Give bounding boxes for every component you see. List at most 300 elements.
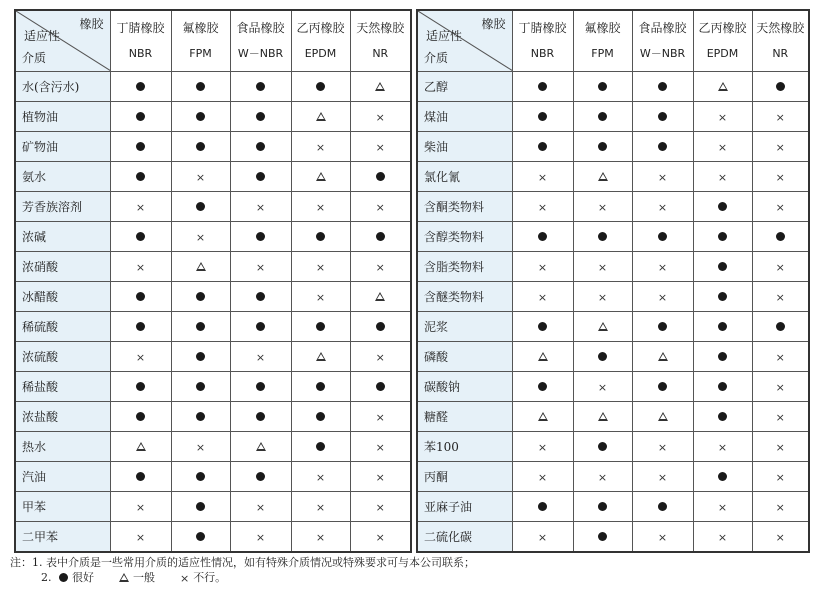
rating-cell	[512, 462, 573, 492]
poor-cross-icon: ×	[537, 200, 548, 214]
rating-cell	[632, 192, 693, 222]
table-row	[417, 372, 809, 402]
good-dot-icon	[658, 112, 667, 121]
good-dot-icon	[136, 142, 145, 151]
table-row	[417, 132, 809, 162]
medium-label: 氨水	[15, 162, 110, 192]
good-dot-icon	[598, 442, 607, 451]
rating-cell	[350, 192, 411, 222]
col-header-fpm	[573, 10, 632, 72]
rating-cell	[752, 432, 809, 462]
note-2-prefix: 2.	[41, 571, 52, 584]
rating-cell	[350, 492, 411, 522]
poor-cross-icon: ×	[775, 470, 785, 484]
rating-cell	[573, 222, 632, 252]
rating-cell	[752, 522, 809, 553]
rating-cell	[171, 522, 230, 553]
rating-cell	[110, 432, 171, 462]
rating-cell	[291, 492, 350, 522]
table-row	[15, 192, 411, 222]
poor-cross-icon: ×	[195, 230, 206, 244]
rating-cell	[512, 192, 573, 222]
rating-cell	[291, 342, 350, 372]
col-header-fpm	[171, 10, 230, 72]
poor-cross-icon: ×	[375, 260, 385, 274]
table-row	[15, 372, 411, 402]
good-dot-icon	[196, 472, 205, 481]
rating-cell	[752, 222, 809, 252]
good-dot-icon	[196, 502, 205, 511]
good-dot-icon	[196, 352, 205, 361]
poor-cross-icon: ×	[135, 200, 146, 214]
rating-cell	[512, 312, 573, 342]
rating-cell	[230, 72, 291, 102]
good-dot-icon	[538, 382, 547, 391]
good-dot-icon	[598, 232, 607, 241]
poor-cross-icon: ×	[315, 140, 326, 154]
good-dot-icon	[718, 472, 727, 481]
poor-cross-icon: ×	[775, 380, 785, 394]
poor-cross-icon: ×	[375, 110, 385, 124]
rating-cell	[291, 312, 350, 342]
rating-cell	[110, 372, 171, 402]
poor-cross-icon: ×	[315, 500, 326, 514]
rating-cell	[632, 222, 693, 252]
poor-cross-icon: ×	[375, 500, 385, 514]
poor-cross-icon: ×	[597, 260, 608, 274]
rating-cell	[291, 222, 350, 252]
medium-label: 二硫化碳	[417, 522, 512, 553]
rating-cell	[693, 282, 752, 312]
rating-cell	[291, 192, 350, 222]
col-cn: 食品橡胶	[236, 21, 285, 35]
poor-cross-icon: ×	[775, 500, 785, 514]
table-row	[417, 432, 809, 462]
rating-cell	[110, 252, 171, 282]
rating-cell	[350, 222, 411, 252]
corner-adaptability-label: 适应性	[426, 29, 463, 43]
corner-rubber-label: 橡胶	[481, 17, 506, 31]
good-dot-icon	[718, 262, 727, 271]
rating-cell	[171, 372, 230, 402]
poor-cross-icon: ×	[657, 260, 668, 274]
good-dot-icon	[256, 382, 265, 391]
col-cn: 氟橡胶	[584, 21, 621, 35]
poor-cross-icon: ×	[537, 530, 548, 544]
rating-cell	[573, 132, 632, 162]
medium-label: 泥浆	[417, 312, 512, 342]
header-corner	[417, 10, 512, 72]
rating-cell	[230, 372, 291, 402]
col-code: W－NBR	[639, 47, 686, 60]
rating-cell	[752, 282, 809, 312]
good-dot-icon	[256, 472, 265, 481]
rating-cell	[752, 102, 809, 132]
rating-cell	[291, 372, 350, 402]
good-dot-icon	[136, 112, 145, 121]
table-row	[15, 72, 411, 102]
rating-cell	[350, 402, 411, 432]
poor-cross-icon: ×	[717, 140, 728, 154]
rating-cell	[110, 402, 171, 432]
fair-triangle-icon	[718, 82, 728, 91]
rating-cell	[693, 492, 752, 522]
col-cn: 乙丙橡胶	[296, 21, 345, 35]
medium-label: 矿物油	[15, 132, 110, 162]
poor-cross-icon: ×	[135, 350, 146, 364]
rating-cell	[291, 402, 350, 432]
medium-label: 甲苯	[15, 492, 110, 522]
col-header-nr	[350, 10, 411, 72]
poor-cross-icon: ×	[255, 350, 266, 364]
fair-triangle-icon	[538, 352, 548, 361]
rating-cell	[693, 522, 752, 553]
good-dot-icon	[316, 412, 325, 421]
poor-cross-icon: ×	[657, 170, 668, 184]
table-row	[417, 252, 809, 282]
poor-cross-icon: ×	[717, 110, 728, 124]
rating-cell	[171, 222, 230, 252]
poor-cross-icon: ×	[657, 530, 668, 544]
good-dot-icon	[256, 172, 265, 181]
good-dot-icon	[196, 82, 205, 91]
rating-cell	[632, 462, 693, 492]
rating-cell	[110, 72, 171, 102]
good-dot-icon	[196, 322, 205, 331]
table-row	[15, 522, 411, 553]
rating-cell	[110, 462, 171, 492]
rating-cell	[230, 192, 291, 222]
good-dot-icon	[658, 502, 667, 511]
note-line-2	[10, 570, 475, 586]
col-code: NBR	[530, 47, 555, 60]
medium-label: 浓硝酸	[15, 252, 110, 282]
poor-cross-icon: ×	[375, 470, 385, 484]
rating-cell	[171, 192, 230, 222]
rating-cell	[230, 402, 291, 432]
rating-cell	[693, 102, 752, 132]
rating-cell	[632, 432, 693, 462]
good-dot-icon	[196, 532, 205, 541]
rating-cell	[110, 192, 171, 222]
good-dot-icon	[136, 82, 145, 91]
poor-cross-icon: ×	[717, 530, 728, 544]
table-row	[15, 312, 411, 342]
rating-cell	[693, 222, 752, 252]
medium-label: 芳香族溶剂	[15, 192, 110, 222]
col-code: NR	[772, 47, 789, 60]
rating-cell	[230, 492, 291, 522]
fair-triangle-icon	[316, 172, 326, 181]
medium-label: 稀盐酸	[15, 372, 110, 402]
legend-poor-label: 不行。	[193, 571, 227, 584]
fair-triangle-icon	[598, 172, 608, 181]
medium-label: 水(含污水)	[15, 72, 110, 102]
rating-cell	[230, 342, 291, 372]
col-header-epdm	[291, 10, 350, 72]
legend-poor-icon: ×	[179, 571, 190, 585]
poor-cross-icon: ×	[597, 470, 608, 484]
table-row	[417, 72, 809, 102]
rating-cell	[512, 252, 573, 282]
good-dot-icon	[538, 142, 547, 151]
rating-cell	[350, 462, 411, 492]
rating-cell	[291, 132, 350, 162]
rating-cell	[110, 522, 171, 553]
poor-cross-icon: ×	[537, 170, 548, 184]
poor-cross-icon: ×	[717, 500, 728, 514]
rating-cell	[573, 492, 632, 522]
rating-cell	[752, 342, 809, 372]
rating-cell	[573, 192, 632, 222]
poor-cross-icon: ×	[775, 140, 785, 154]
rating-cell	[632, 252, 693, 282]
rating-cell	[512, 492, 573, 522]
table-row	[417, 492, 809, 522]
poor-cross-icon: ×	[775, 290, 785, 304]
rating-cell	[693, 372, 752, 402]
table-row	[15, 282, 411, 312]
rating-cell	[230, 282, 291, 312]
rating-cell	[512, 162, 573, 192]
medium-label: 糖醛	[417, 402, 512, 432]
good-dot-icon	[538, 502, 547, 511]
rating-cell	[350, 102, 411, 132]
rating-cell	[632, 282, 693, 312]
fair-triangle-icon	[375, 292, 385, 301]
poor-cross-icon: ×	[775, 170, 785, 184]
good-dot-icon	[136, 472, 145, 481]
good-dot-icon	[196, 142, 205, 151]
poor-cross-icon: ×	[537, 290, 548, 304]
compatibility-table-right	[416, 9, 810, 553]
rating-cell	[291, 462, 350, 492]
medium-label: 浓碱	[15, 222, 110, 252]
rating-cell	[632, 72, 693, 102]
good-dot-icon	[256, 142, 265, 151]
rating-cell	[291, 102, 350, 132]
col-cn: 丁腈橡胶	[518, 21, 567, 35]
rating-cell	[230, 222, 291, 252]
medium-label: 煤油	[417, 102, 512, 132]
good-dot-icon	[718, 352, 727, 361]
corner-medium-label: 介质	[424, 51, 449, 65]
poor-cross-icon: ×	[315, 290, 326, 304]
col-code: FPM	[591, 47, 614, 60]
col-header-epdm	[693, 10, 752, 72]
col-header-w-nbr	[230, 10, 291, 72]
table-row	[417, 102, 809, 132]
rating-cell	[350, 282, 411, 312]
rating-cell	[350, 252, 411, 282]
rating-cell	[350, 72, 411, 102]
table-row	[417, 192, 809, 222]
poor-cross-icon: ×	[315, 470, 326, 484]
note-line-1: 注：1. 表中介质是一些常用介质的适应性情况，如有特殊介质情况或特殊要求可与本公司联系；	[10, 556, 475, 569]
rating-cell	[693, 132, 752, 162]
rating-cell	[512, 282, 573, 312]
good-dot-icon	[256, 412, 265, 421]
rating-cell	[632, 132, 693, 162]
fair-triangle-icon	[316, 112, 326, 121]
medium-label: 二甲苯	[15, 522, 110, 553]
rating-cell	[512, 132, 573, 162]
good-dot-icon	[598, 532, 607, 541]
table-row	[417, 402, 809, 432]
poor-cross-icon: ×	[195, 440, 206, 454]
good-dot-icon	[718, 232, 727, 241]
rating-cell	[573, 162, 632, 192]
poor-cross-icon: ×	[255, 530, 266, 544]
good-dot-icon	[256, 322, 265, 331]
poor-cross-icon: ×	[597, 200, 608, 214]
rating-cell	[693, 462, 752, 492]
rating-cell	[632, 102, 693, 132]
rating-cell	[752, 132, 809, 162]
rating-cell	[230, 162, 291, 192]
poor-cross-icon: ×	[537, 260, 548, 274]
rating-cell	[110, 312, 171, 342]
rating-cell	[230, 132, 291, 162]
poor-cross-icon: ×	[597, 290, 608, 304]
poor-cross-icon: ×	[775, 440, 785, 454]
rating-cell	[573, 282, 632, 312]
rating-cell	[350, 342, 411, 372]
col-code: EPDM	[706, 47, 739, 60]
rating-cell	[291, 252, 350, 282]
rating-cell	[752, 312, 809, 342]
col-code: FPM	[189, 47, 212, 60]
good-dot-icon	[376, 232, 385, 241]
good-dot-icon	[196, 112, 205, 121]
table-row	[417, 162, 809, 192]
rating-cell	[110, 222, 171, 252]
fair-triangle-icon	[658, 352, 668, 361]
medium-label: 稀硫酸	[15, 312, 110, 342]
good-dot-icon	[598, 142, 607, 151]
col-header-nbr	[512, 10, 573, 72]
rating-cell	[110, 492, 171, 522]
rating-cell	[752, 252, 809, 282]
good-dot-icon	[376, 172, 385, 181]
table-row	[15, 462, 411, 492]
good-dot-icon	[256, 112, 265, 121]
medium-label: 汽油	[15, 462, 110, 492]
poor-cross-icon: ×	[315, 200, 326, 214]
rating-cell	[350, 372, 411, 402]
poor-cross-icon: ×	[375, 530, 385, 544]
medium-label: 碳酸钠	[417, 372, 512, 402]
rating-cell	[230, 462, 291, 492]
rating-cell	[171, 282, 230, 312]
col-cn: 食品橡胶	[638, 21, 687, 35]
poor-cross-icon: ×	[775, 530, 785, 544]
rating-cell	[573, 342, 632, 372]
fair-triangle-icon	[136, 442, 146, 451]
table-row	[15, 102, 411, 132]
rating-cell	[512, 522, 573, 553]
good-dot-icon	[196, 382, 205, 391]
good-dot-icon	[538, 232, 547, 241]
rating-cell	[171, 312, 230, 342]
table-row	[417, 282, 809, 312]
rating-cell	[693, 162, 752, 192]
table-row	[417, 462, 809, 492]
rating-cell	[171, 402, 230, 432]
table-row	[15, 222, 411, 252]
rating-cell	[512, 222, 573, 252]
good-dot-icon	[136, 322, 145, 331]
medium-label: 苯100	[417, 432, 512, 462]
poor-cross-icon: ×	[375, 140, 385, 154]
good-dot-icon	[136, 172, 145, 181]
good-dot-icon	[316, 232, 325, 241]
medium-label: 热水	[15, 432, 110, 462]
good-dot-icon	[316, 82, 325, 91]
poor-cross-icon: ×	[657, 200, 668, 214]
col-header-nbr	[110, 10, 171, 72]
rating-cell	[693, 312, 752, 342]
poor-cross-icon: ×	[717, 170, 728, 184]
good-dot-icon	[776, 232, 785, 241]
fair-triangle-icon	[658, 412, 668, 421]
good-dot-icon	[376, 322, 385, 331]
col-cn: 丁腈橡胶	[116, 21, 165, 35]
fair-triangle-icon	[316, 352, 326, 361]
rating-cell	[171, 72, 230, 102]
good-dot-icon	[598, 352, 607, 361]
good-dot-icon	[776, 322, 785, 331]
rating-cell	[171, 102, 230, 132]
good-dot-icon	[316, 382, 325, 391]
rating-cell	[693, 72, 752, 102]
rating-cell	[752, 372, 809, 402]
rating-cell	[573, 462, 632, 492]
table-row	[417, 522, 809, 553]
rating-cell	[110, 132, 171, 162]
poor-cross-icon: ×	[717, 440, 728, 454]
poor-cross-icon: ×	[255, 260, 266, 274]
medium-label: 亚麻子油	[417, 492, 512, 522]
rating-cell	[573, 432, 632, 462]
rating-cell	[230, 312, 291, 342]
poor-cross-icon: ×	[375, 350, 385, 364]
rating-cell	[573, 102, 632, 132]
medium-label: 含醚类物料	[417, 282, 512, 312]
poor-cross-icon: ×	[657, 470, 668, 484]
col-cn: 天然橡胶	[756, 21, 805, 35]
poor-cross-icon: ×	[657, 290, 668, 304]
good-dot-icon	[598, 502, 607, 511]
rating-cell	[512, 342, 573, 372]
rating-cell	[693, 252, 752, 282]
good-dot-icon	[316, 322, 325, 331]
col-header-nr	[752, 10, 809, 72]
rating-cell	[110, 282, 171, 312]
rating-cell	[512, 102, 573, 132]
poor-cross-icon: ×	[775, 260, 785, 274]
good-dot-icon	[196, 292, 205, 301]
poor-cross-icon: ×	[597, 380, 608, 394]
corner-rubber-label: 橡胶	[79, 17, 104, 31]
good-dot-icon	[136, 292, 145, 301]
rating-cell	[512, 432, 573, 462]
good-dot-icon	[538, 322, 547, 331]
rating-cell	[171, 432, 230, 462]
rating-cell	[632, 162, 693, 192]
poor-cross-icon: ×	[375, 440, 385, 454]
legend-fair-icon	[119, 571, 129, 586]
